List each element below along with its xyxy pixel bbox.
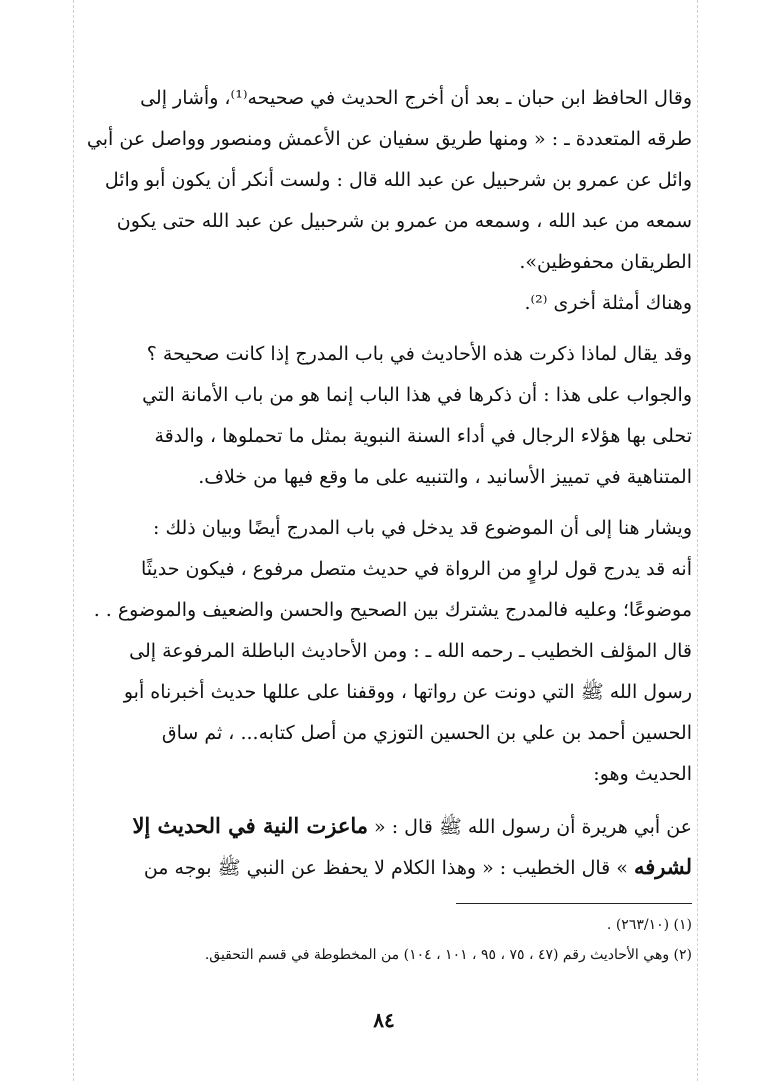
hadith-line (62, 846, 692, 887)
footnotes (62, 910, 692, 970)
hadith-text-plain: » قال الخطيب : « وهذا الكلام لا يحفظ عن النبي ﷺ بوجه من (143, 857, 634, 879)
footnote-2: (٢) وهي الأحاديث رقم (٤٧ ، ٧٥ ، ٩٥ ، ١٠١ ، ١٠٤) من المخطوطة في قسم التحقيق. (204, 947, 692, 963)
main-text (62, 78, 692, 887)
text-line: وائل عن عمرو بن شرحبيل عن عبد الله قال : ولست أنكر أن يكون أبو وائل (104, 169, 692, 191)
text-line: سمعه من عبد الله ، وسمعه من عمرو بن شرحبيل عن عبد الله حتى يكون (116, 210, 692, 232)
paragraph-3 (62, 508, 692, 795)
hadith-text-plain: عن أبي هريرة أن رسول الله ﷺ قال : « (368, 816, 692, 838)
text-line: رسول الله ﷺ التي دونت عن رواتها ، ووقفنا على عللها حديث أخبرناه أبو (123, 681, 692, 703)
text-line: موضوعًا؛ وعليه فالمدرج يشترك بين الصحيح والحسن والضعيف والموضوع . . (93, 599, 692, 621)
hadith-text-bold: ماعزت النية في الحديث إلا (132, 813, 369, 838)
paragraph-1 (62, 78, 692, 324)
footnote-1: (١) (٢٦٣/١٠) . (606, 917, 692, 933)
hadith-line (62, 805, 692, 846)
text-line: المتناهية في تمييز الأسانيد ، والتنبيه على ما وقع فيها من خلاف. (198, 466, 692, 488)
paragraph-gap (62, 324, 692, 334)
text-line: وقد يقال لماذا ذكرت هذه الأحاديث في باب المدرج إذا كانت صحيحة ؟ (146, 343, 692, 365)
crop-guide-right (697, 0, 698, 1081)
text-line: وهناك أمثلة أخرى ⁽²⁾. (524, 292, 692, 314)
text-line: تحلى بها هؤلاء الرجال في أداء السنة النبوية بمثل ما تحملوها ، والدقة (154, 425, 692, 447)
text-line: طرقه المتعددة ـ : « ومنها طريق سفيان عن الأعمش ومنصور وواصل عن أبي (86, 128, 692, 150)
paragraph-gap (62, 795, 692, 805)
text-line: قال المؤلف الخطيب ـ رحمه الله ـ : ومن الأحاديث الباطلة المرفوعة إلى (129, 640, 692, 662)
hadith-paragraph (62, 805, 692, 887)
page-number: ٨٤ (373, 1008, 395, 1032)
text-line: والجواب على هذا : أن ذكرها في هذا الباب إنما هو من باب الأمانة التي (142, 384, 692, 406)
text-line: أنه قد يدرج قول لراوٍ من الرواة في حديث متصل مرفوع ، فيكون حديثًا (140, 558, 692, 580)
text-line: الطريقان محفوظين». (519, 251, 692, 273)
paragraph-2 (62, 334, 692, 498)
text-line: ويشار هنا إلى أن الموضوع قد يدخل في باب المدرج أيضًا وبيان ذلك : (153, 517, 692, 539)
text-line: وقال الحافظ ابن حبان ـ بعد أن أخرج الحديث في صحيحه⁽¹⁾، وأشار إلى (140, 87, 692, 109)
paragraph-gap (62, 498, 692, 508)
text-line: الحسين أحمد بن علي بن الحسين التوزي من أصل كتابه... ، ثم ساق (161, 722, 692, 744)
text-line: الحديث وهو: (593, 763, 692, 785)
footnote-separator (456, 903, 692, 904)
hadith-text-bold: لشرفه (633, 854, 692, 879)
